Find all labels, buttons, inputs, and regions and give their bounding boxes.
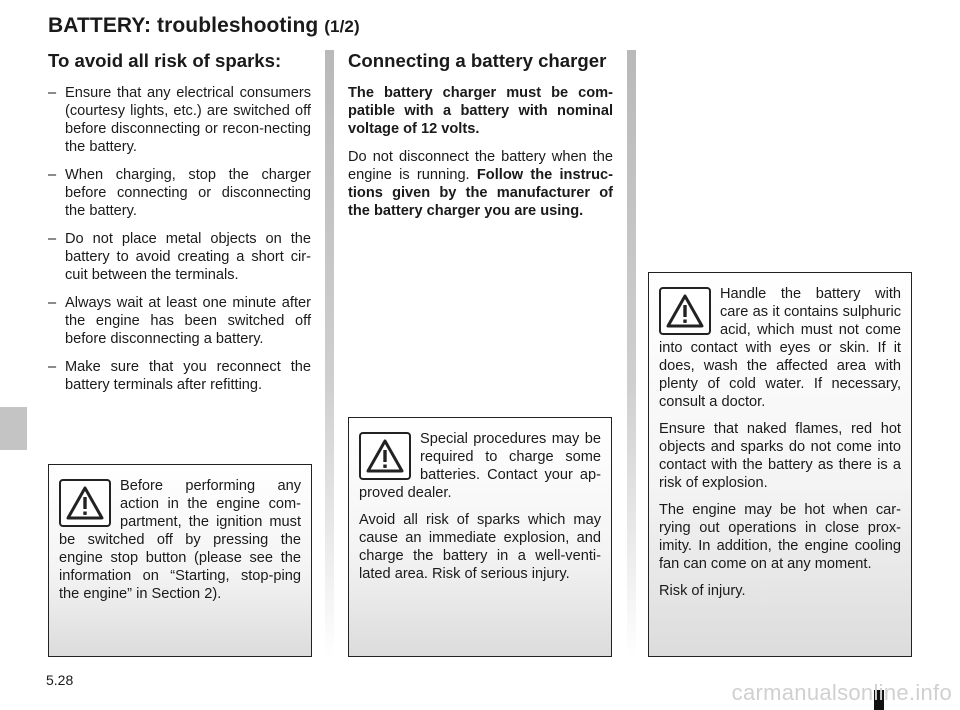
charger-compatibility-note — [348, 84, 613, 138]
list-item — [48, 84, 311, 156]
warning-triangle-icon-graphic — [365, 438, 405, 474]
column-divider-right — [627, 50, 636, 658]
list-item — [48, 358, 311, 394]
list-item-text: Ensure that any electrical consumers (courtesy lights, etc.) are switched off before disconnecting or recon-necting the battery. — [65, 85, 311, 155]
list-dash: – — [48, 85, 57, 101]
left-column-heading: To avoid all risk of sparks: — [48, 50, 282, 71]
section-tab — [0, 407, 27, 450]
list-dash: – — [48, 295, 57, 311]
warning-middle-para2: Avoid all risk of sparks which may cause an immediate explosion, and charge the battery in a well-venti-lated area. Risk of serious injury. — [359, 512, 601, 582]
warning-left-text: Before performing any action in the engine com-partment, the ignition must be switched off by pressing the engine stop button (please see the information on “Starting, stop-ping the engine” in Section 2). — [59, 478, 301, 602]
charger-compatibility-text: The battery charger must be com-patible with a battery with nominal voltage of 12 volts. — [348, 85, 613, 137]
list-item-text: Always wait at least one minute after the engine has been switched off before disconnecting a battery. — [65, 295, 311, 347]
page-title-part: (1/2) — [324, 17, 360, 36]
warning-right-para3: The engine may be hot when car-rying out operations in close prox-imity. In addition, the engine cooling fan can come on at any moment. — [659, 502, 901, 572]
column-divider-left — [325, 50, 334, 658]
charger-disconnect-note — [348, 148, 613, 220]
list-item — [48, 230, 311, 284]
spark-precautions-list — [48, 84, 311, 394]
list-item — [48, 294, 311, 348]
charger-instructions-text: Follow the instruc-tions given by the manufacturer of the battery charger you are using. — [348, 167, 613, 219]
warning-box-middle — [348, 417, 612, 657]
page-title — [48, 14, 360, 38]
warning-middle-para1: Special procedures may be required to charge some batteries. Contact your ap-proved dealer. — [359, 431, 601, 501]
warning-triangle-icon — [359, 432, 411, 480]
warning-box-right — [648, 272, 912, 657]
list-item-text: Make sure that you reconnect the battery terminals after refitting. — [65, 359, 311, 393]
warning-box-left — [48, 464, 312, 657]
warning-triangle-icon-graphic — [665, 293, 705, 329]
left-column — [48, 50, 311, 404]
list-item — [48, 166, 311, 220]
page-title-text: BATTERY: troubleshooting — [48, 14, 319, 37]
warning-right-para4: Risk of injury. — [659, 583, 746, 599]
charger-disconnect-text: Do not disconnect the battery when the engine is running. — [348, 149, 613, 183]
list-dash: – — [48, 359, 57, 375]
list-dash: – — [48, 231, 57, 247]
middle-column-heading: Connecting a battery charger — [348, 50, 607, 71]
list-dash: – — [48, 167, 57, 183]
watermark: carmanualsonline.info — [731, 680, 952, 705]
list-item-text: When charging, stop the charger before connecting or disconnecting the battery. — [65, 167, 311, 219]
warning-triangle-icon-graphic — [65, 485, 105, 521]
warning-right-para1: Handle the battery with care as it contains sulphuric acid, which must not come into contact with eyes or skin. If it does, wash the affected area with plenty of cold water. If necessary, consult a doctor. — [659, 286, 901, 410]
list-item-text: Do not place metal objects on the battery to avoid creating a short cir-cuit between the terminals. — [65, 231, 311, 283]
middle-column — [348, 50, 613, 230]
warning-triangle-icon — [659, 287, 711, 335]
warning-right-para2: Ensure that naked flames, red hot objects and sparks do not come into contact with the battery as there is a risk of explosion. — [659, 421, 901, 491]
warning-triangle-icon — [59, 479, 111, 527]
page-number: 5.28 — [46, 672, 74, 688]
